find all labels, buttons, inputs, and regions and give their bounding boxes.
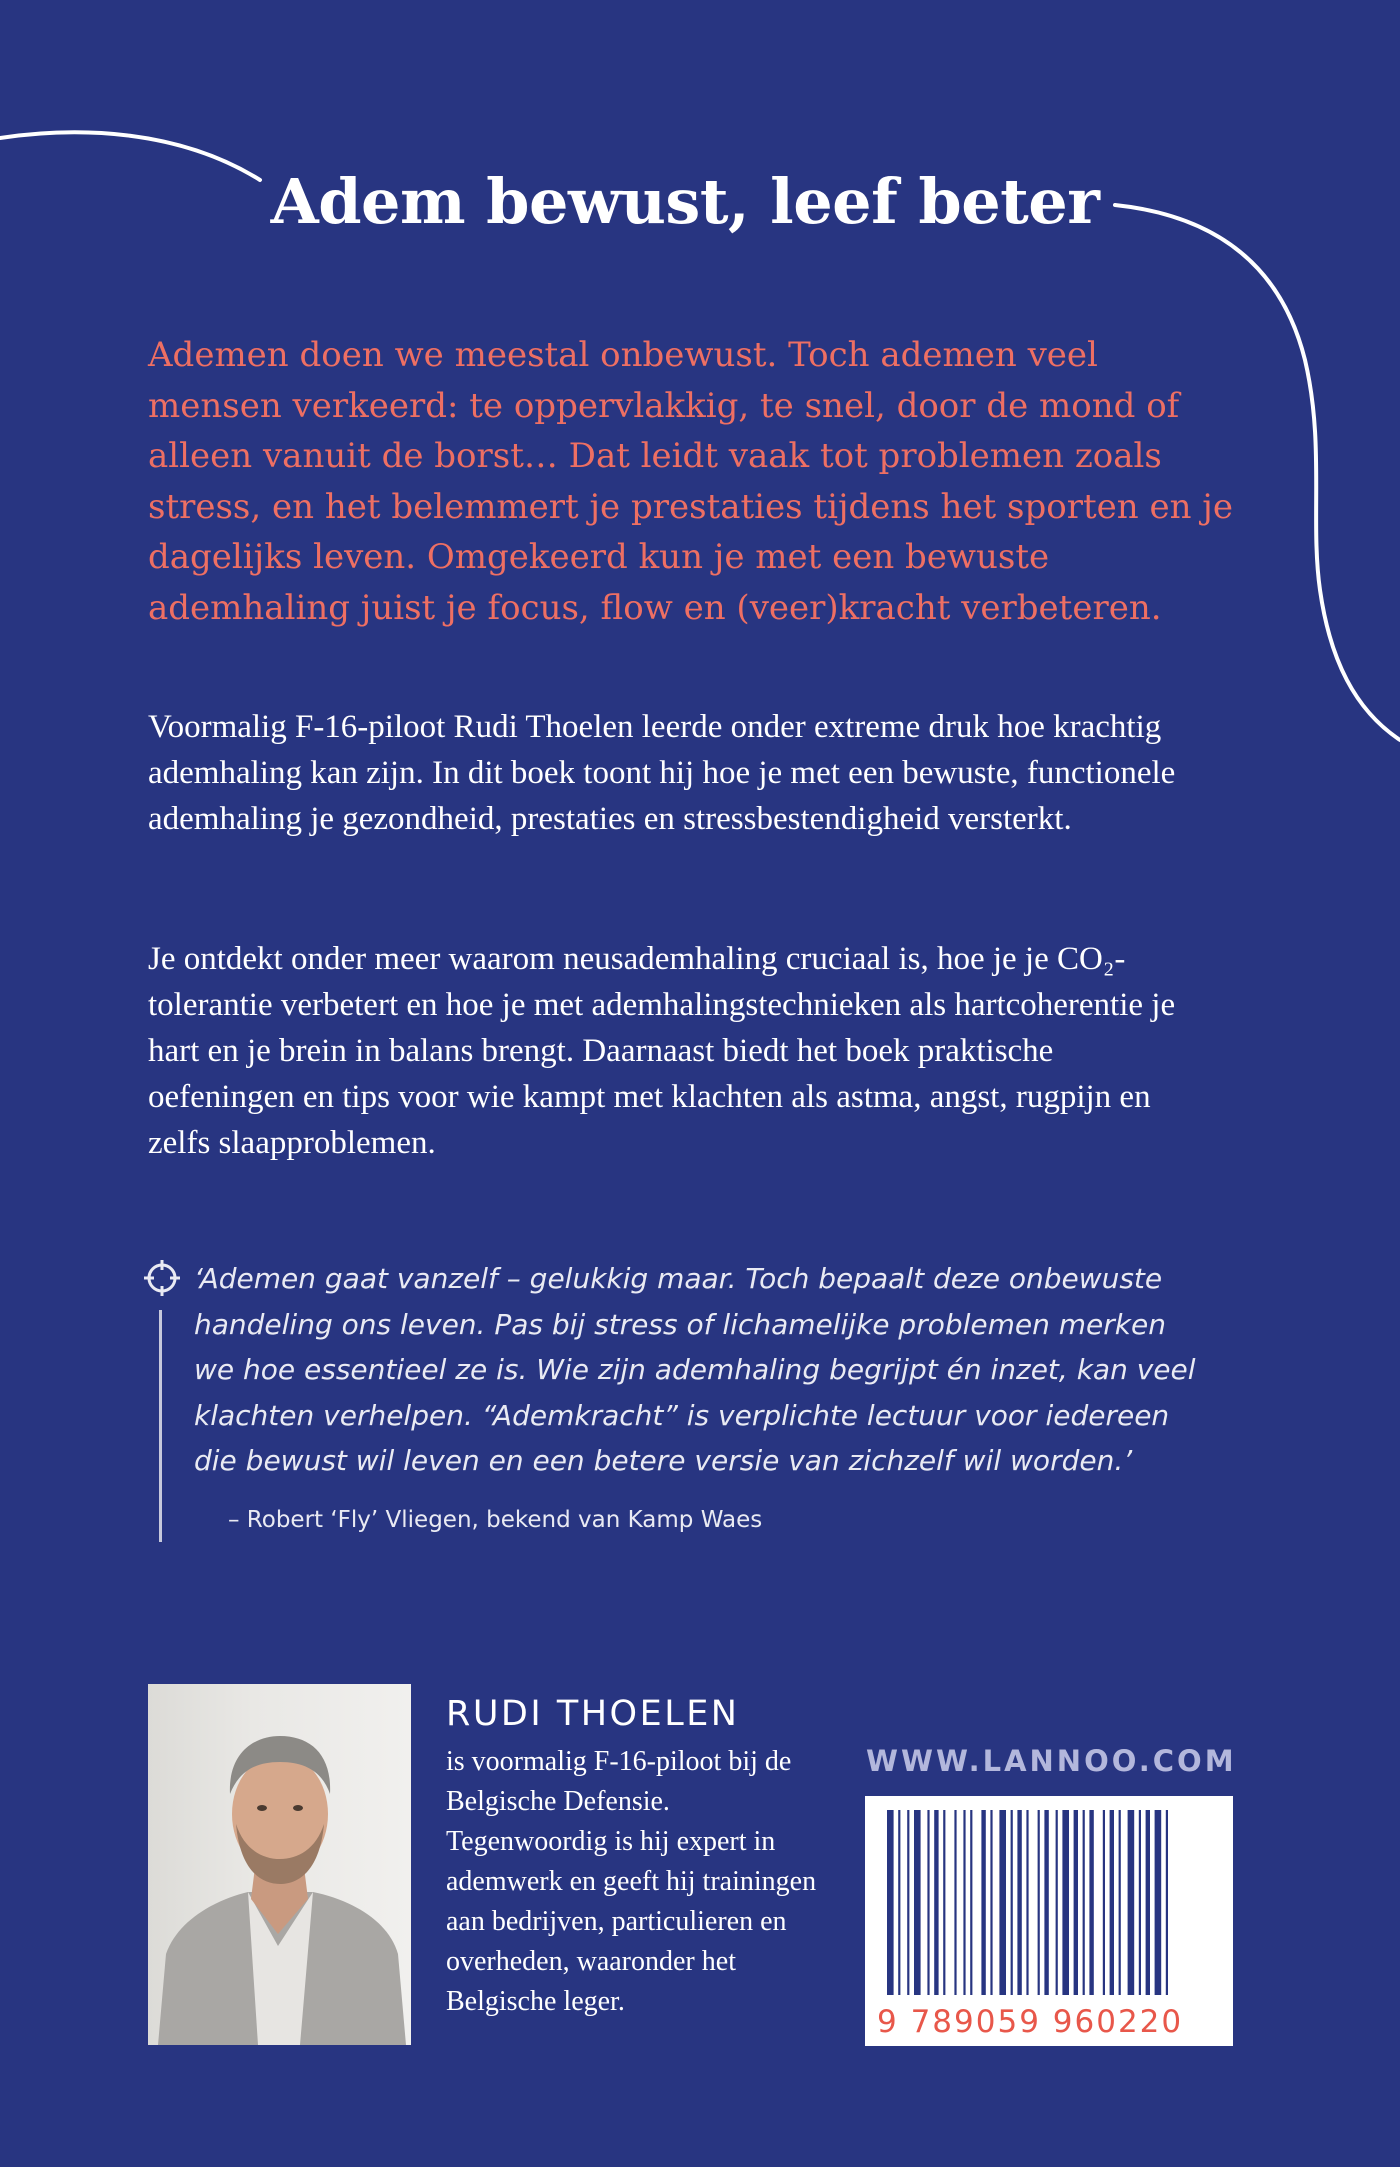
author-photo	[148, 1684, 411, 2045]
publisher-website[interactable]: WWW.LANNOO.COM	[866, 1744, 1237, 1778]
crosshair-icon	[142, 1258, 182, 1298]
quote-text: ‘Ademen gaat vanzelf – gelukkig maar. Toch bepaalt deze onbewuste handeling ons leven. Pas bij stress of lichamelijke problemen merken we hoe essentieel ze is. Wie zijn ademhaling begrijpt én inzet, kan veel klachten verhelpen. “Ademkracht” is verplichte lectuur voor iedereen die bewust wil leven en een betere versie van zichzelf wil worden.’	[194, 1262, 1196, 1477]
author-bio: is voormalig F-16-piloot bij de Belgische Defensie. Tegenwoordig is hij expert in ademwerk en geeft hij trainingen aan bedrijven, particulieren en overheden, waaronder het Belgische leger.	[446, 1746, 817, 2017]
intro-text: Ademen doen we meestal onbewust. Toch ademen veel mensen verkeerd: te oppervlakkig, te snel, door de mond of alleen vanuit de borst… Dat leidt vaak tot problemen zoals stress, en het belemmert je prestaties tijdens het sporten en je dagelijks leven. Omgekeerd kun je met een bewuste ademhaling juist je focus, flow en (veer)kracht verbeteren.	[148, 335, 1233, 628]
body-paragraph-1: Voormalig F-16-piloot Rudi Thoelen leerde onder extreme druk hoe krachtig ademhaling kan zijn. In dit boek toont hij hoe je met een bewuste, functionele ademhaling je gezondheid, prestaties en stressbestendigheid versterkt.	[148, 709, 1176, 837]
isbn-barcode	[865, 1796, 1233, 2046]
quote-attribution: – Robert ‘Fly’ Vliegen, bekend van Kamp Waes	[228, 1507, 763, 1533]
book-title: Adem bewust, leef beter	[270, 165, 1100, 238]
body-paragraph-2: Je ontdekt onder meer waarom neusademhaling cruciaal is, hoe je je CO₂-tolerantie verbetert en hoe je met ademhalingstechnieken als hartcoherentie je hart en je brein in balans brengt. Daarnaast biedt het boek praktische oefeningen en tips voor wie kampt met klachten als astma, angst, rugpijn en zelfs slaapproblemen.	[148, 941, 1176, 1161]
isbn-number: 9 789059 960220	[877, 2004, 1184, 2040]
author-name: RUDI THOELEN	[446, 1694, 740, 1734]
quote-bar	[159, 1310, 162, 1542]
